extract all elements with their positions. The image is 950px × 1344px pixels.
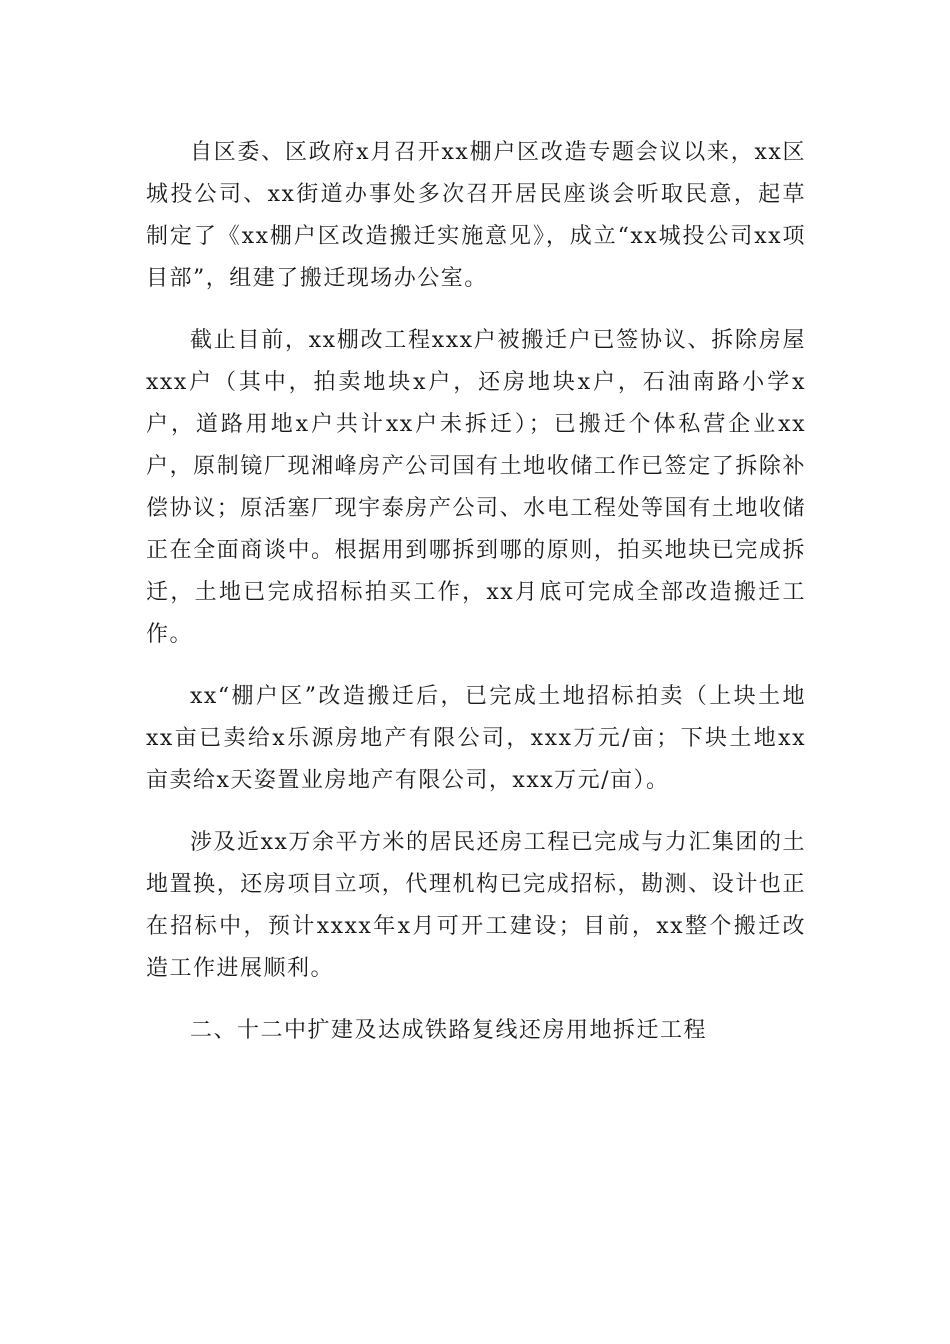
- paragraph-rehousing-project: 涉及近xx万余平方米的居民还房工程已完成与力汇集团的土地置换，还房项目立项，代理机构已完成招标，勘测、设计也正在招标中，预计xxxx年x月可开工建设；目前，xx整个搬迁改造工作进展顺利。: [146, 830, 806, 981]
- paragraph-progress-status: 截止目前，xx棚改工程xxx户被搬迁户已签协议、拆除房屋xxx户（其中，拍卖地块x户，还房地块x户，石油南路小学x户，道路用地x户共计xx户未拆迁）；已搬迁个体私营企业xx户，原制镜厂现湘峰房产公司国有土地收储工作已签定了拆除补偿协议；原活塞厂现宇泰房产公司、水电工程处等国有土地收储正在全面商谈中。根据用到哪拆到哪的原则，拍买地块已完成拆迁，土地已完成招标拍买工作，xx月底可完成全部改造搬迁工作。: [146, 328, 806, 647]
- document-body: [146, 132, 806, 1072]
- paragraph-meeting-overview: 自区委、区政府x月召开xx棚户区改造专题会议以来，xx区城投公司、xx街道办事处多次召开居民座谈会听取民意，起草制定了《xx棚户区改造搬迁实施意见》，成立“xx城投公司xx项目部”，组建了搬迁现场办公室。: [146, 140, 806, 291]
- paragraph-land-auction: xx“棚户区”改造搬迁后，已完成土地招标拍卖（上块土地xx亩已卖给x乐源房地产有限公司，xxx万元/亩；下块土地xx亩卖给x天姿置业房地产有限公司，xxx万元/亩）。: [146, 684, 806, 793]
- section-heading: 二、十二中扩建及达成铁路复线还房用地拆迁工程: [190, 1018, 708, 1043]
